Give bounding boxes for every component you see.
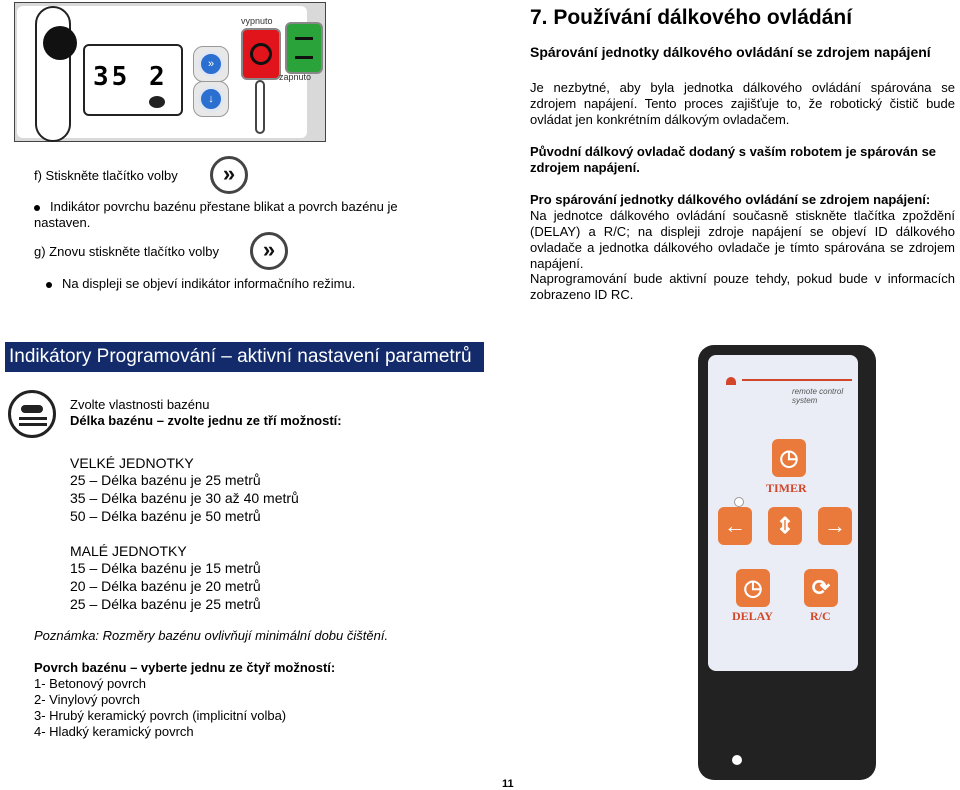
bullet-f: [34, 199, 444, 231]
rc-button-icon: ⟳: [804, 569, 838, 607]
led-indicator: [734, 497, 744, 507]
small-option: 25 – Délka bazénu je 25 metrů: [70, 596, 261, 612]
remote-face: [708, 355, 858, 671]
section-subheading: Spárování jednotky dálkového ovládání se zdrojem napájení: [530, 44, 931, 60]
section-heading: 7. Používání dálkového ovládání: [530, 6, 853, 29]
down-button-frame: [193, 81, 229, 117]
bullet-icon: [34, 205, 40, 211]
bullet-f-text: Indikátor povrchu bazénu přestane blikat a povrch bazénu je nastaven.: [34, 199, 398, 230]
bullet-icon: [46, 282, 52, 288]
power-knob: [43, 26, 77, 60]
big-option: 35 – Délka bazénu je 30 až 40 metrů: [70, 490, 299, 506]
original-remote-note: Původní dálkový ovladač dodaný s vaším robotem je spárován se zdrojem napájení.: [530, 144, 937, 175]
right-arrow-icon: →: [818, 507, 852, 545]
surface-option: 1- Betonový povrch: [34, 676, 147, 691]
step-g: g) Znovu stiskněte tlačítko volby: [34, 244, 219, 259]
pairing-instructions: Na jednotce dálkového ovládání současně stiskněte tlačítka zpoždění (DELAY) a R/C; na displeji zdroje napájení se objeví ID dálkového ovladače a jednotka dálkového ovladače je tímto spárována se zdrojem napájení.: [530, 208, 955, 271]
swimmer-body: [21, 405, 43, 413]
remote-control-image: [698, 345, 876, 780]
on-bar-icon: [295, 37, 313, 59]
power-supply-diagram: [14, 2, 326, 142]
page-number: 11: [502, 778, 514, 790]
length-title: Délka bazénu – zvolte jednu ze tří možností:: [70, 413, 342, 428]
big-option: 50 – Délka bazénu je 50 metrů: [70, 508, 261, 524]
up-down-icon: ⇕: [768, 507, 802, 545]
lanyard-hole: [732, 755, 742, 765]
surface-option: 3- Hrubý keramický povrch (implicitní volba): [34, 708, 287, 723]
left-arrow-icon: ←: [718, 507, 752, 545]
surface-option: 4- Hladký keramický povrch: [34, 724, 194, 739]
pairing-title: Pro spárování jednotky dálkového ovládání se zdrojem napájení:: [530, 192, 931, 207]
programming-banner: Indikátory Programování – aktivní nastavení parametrů: [5, 342, 484, 372]
brand-logo-icon: [726, 377, 736, 385]
small-option: 15 – Délka bazénu je 15 metrů: [70, 560, 261, 576]
pool-title: Zvolte vlastnosti bazénu: [70, 397, 210, 412]
step-f: f) Stiskněte tlačítko volby: [34, 168, 178, 183]
forward-select-icon-2: »: [250, 232, 288, 270]
off-circle-icon: [250, 43, 272, 65]
up-button-frame: [193, 46, 229, 82]
intro-paragraph: Je nezbytné, aby byla jednotka dálkového ovládání spárována se zdrojem napájení. Tento proces zajišťuje to, že robotický čistič bude ovládat jen konkrétním dálkovým ovladačem.: [530, 80, 955, 127]
brand-text: remote control system: [792, 387, 844, 405]
small-option: 20 – Délka bazénu je 20 metrů: [70, 578, 261, 594]
small-units-heading: MALÉ JEDNOTKY: [70, 543, 187, 559]
delay-button-icon: ◷: [736, 569, 770, 607]
bullet-g: [46, 276, 446, 292]
off-label: vypnuto: [241, 16, 273, 26]
lcd-text: 35 2: [93, 62, 168, 92]
lcd-display: [83, 44, 183, 116]
brand-line: [742, 379, 852, 381]
switch-pointer: [255, 80, 265, 134]
down-arrow-icon: ↓: [198, 86, 224, 112]
off-switch: [241, 28, 281, 80]
big-units-heading: VELKÉ JEDNOTKY: [70, 455, 194, 471]
on-switch: [285, 22, 323, 74]
pairing-activation: Naprogramování bude aktivní pouze tehdy, pokud bude v informacích zobrazeno ID RC.: [530, 271, 955, 302]
power-supply-body: [17, 6, 312, 138]
big-option: 25 – Délka bazénu je 25 metrů: [70, 472, 261, 488]
swimmer-icon: [8, 390, 56, 438]
delay-label: DELAY: [732, 609, 773, 623]
bullet-g-text: Na displeji se objeví indikátor informačního režimu.: [62, 276, 356, 291]
forward-select-icon: »: [210, 156, 248, 194]
forward-button-icon: »: [198, 51, 224, 77]
rc-label: R/C: [810, 609, 831, 623]
surface-option: 2- Vinylový povrch: [34, 692, 140, 707]
surface-title: Povrch bazénu – vyberte jednu ze čtyř možností:: [34, 660, 336, 675]
pool-note: Poznámka: Rozměry bazénu ovlivňují minimální dobu čištění.: [34, 628, 389, 643]
power-cord: [35, 6, 71, 142]
on-label: zapnuto: [279, 72, 312, 82]
timer-label: TIMER: [766, 481, 807, 495]
swimmer-icon: [149, 96, 165, 108]
wave-line: [19, 423, 47, 429]
timer-button-icon: ◷: [772, 439, 806, 477]
